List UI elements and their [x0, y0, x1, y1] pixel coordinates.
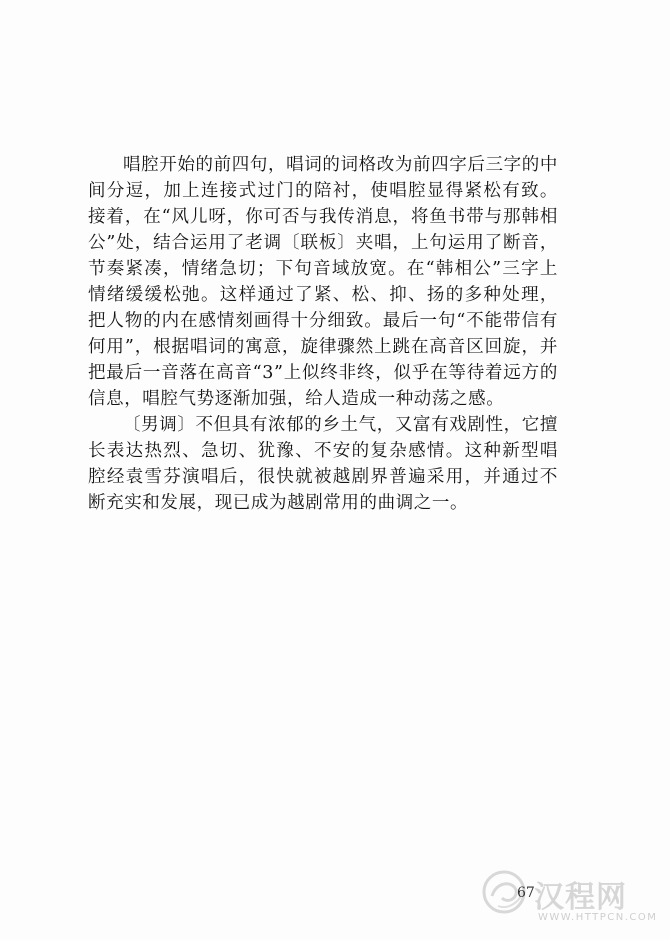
page-number: 67 [517, 885, 535, 901]
watermark-url: WWW.HTTPCN.COM [538, 912, 658, 923]
paragraph-2: 〔男调〕不但具有浓郁的乡土气，又富有戏剧性，它擅长表达热烈、急切、犹豫、不安的复杂感情。这种新型唱腔经袁雪芬演唱后，很快就被越剧界普遍采用，并通过不断充实和发展，现已成为越剧常用的曲调之一。 [88, 415, 558, 513]
watermark-name: 汉程网 [534, 880, 627, 915]
watermark [478, 862, 658, 932]
body-text [88, 152, 558, 516]
paragraph-1: 唱腔开始的前四句，唱词的词格改为前四字后三字的中间分逗，加上连接式过门的陪衬，使唱腔显得紧松有致。接着，在“风儿呀，你可否与我传消息，将鱼书带与那韩相公”处，结合运用了老调〔联板〕夹唱，上句运用了断音，节奏紧凑，情绪急切；下句音域放宽。在“韩相公”三字上情绪缓缓松弛。这样通过了紧、松、抑、扬的多种处理，把人物的内在感情刻画得十分细致。最后一句“不能带信有何用”，根据唱词的寓意，旋律骤然上跳在高音区回旋，并把最后一音落在高音“3”上似终非终，似乎在等待着远方的信息，唱腔气势逐渐加强，给人造成一种动荡之感。 [88, 155, 558, 409]
